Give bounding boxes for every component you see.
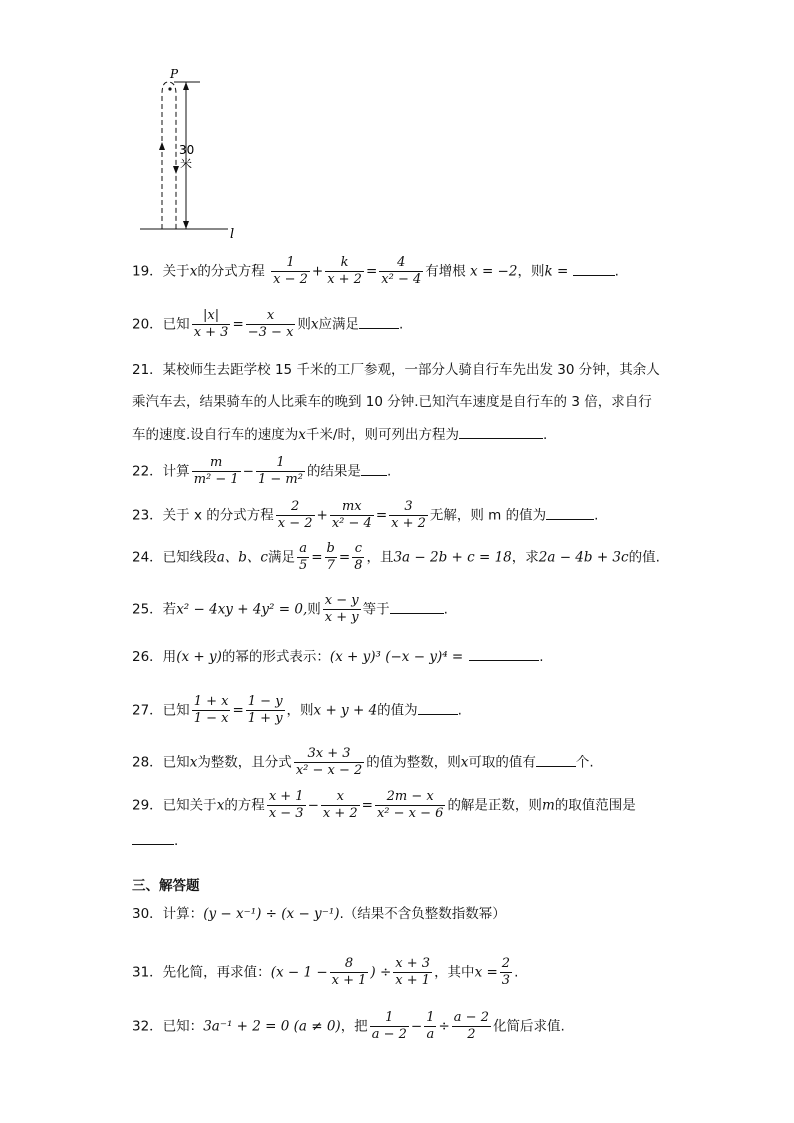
q20-var: x [310, 316, 319, 333]
q24-eq2: = [338, 549, 351, 566]
q20-frac2: $\frac{x}{-3 - x}$ [247, 308, 294, 340]
answer-blank-22[interactable] [361, 461, 387, 476]
q31-expr-a: (x − 1 − [270, 964, 328, 981]
q19-root: x = −2 [470, 263, 518, 280]
answer-blank-28[interactable] [536, 752, 576, 767]
q20-frac1: $\frac{|x|}{x + 3}$ [193, 308, 229, 340]
q19-tail: ，则 [517, 263, 545, 280]
q27-expr: x + y + 4 [313, 702, 378, 719]
question-30 [132, 904, 506, 924]
q25-then: 则 [307, 601, 321, 618]
question-23 [132, 499, 598, 532]
q24-expr2: 2a − 4b + 3c [538, 549, 629, 566]
q21-line1: 21．某校师生去距学校 15 千米的工厂参观，一部分人骑自行车先出发 30 分钟，其余人 [132, 362, 660, 378]
q19-eq: = [365, 263, 378, 280]
question-21-line1 [132, 360, 660, 380]
q27-end: . [457, 702, 462, 719]
question-29-line2 [132, 830, 178, 851]
q20-pre: 20．已知 [132, 316, 190, 333]
q31-pre: 31．先化简，再求值： [132, 964, 271, 981]
q22-frac1: $\frac{m}{\text{m² − 1}}$ [193, 455, 239, 487]
q24-pre: 24．已知线段 [132, 549, 217, 566]
q24-mid: 满足 [267, 549, 295, 566]
q24-expr1: 3a − 2b + c = 18 [393, 549, 512, 566]
q24-tail: ，求 [511, 549, 539, 566]
dashed-path [162, 82, 176, 229]
q32-mid: ，把 [340, 1018, 368, 1035]
q32-expr: 3a⁻¹ + 2 = 0 (a ≠ 0) [203, 1018, 341, 1035]
dim-arrow-bottom [183, 221, 189, 229]
q27-eq: = [232, 702, 244, 719]
down-arrow [173, 166, 179, 174]
dim-arrow-top [183, 82, 189, 90]
q19-pre: 19．关于 [132, 263, 190, 280]
q32-frac1: $\frac{1}{a - 2}$ [371, 1010, 407, 1042]
q19-op1: + [311, 263, 324, 280]
q24-end: 的值. [628, 549, 660, 566]
q29-tail: 的取值范围是 [554, 797, 636, 814]
q23-eq: = [375, 507, 388, 524]
q27-frac2: $\frac{1 - y}{1 + y}$ [247, 694, 283, 726]
q29-post: 的解是正数，则 [447, 797, 542, 814]
q32-frac3: $\frac{a - 2}{2}$ [453, 1010, 489, 1042]
q26-mid: 的幂的形式表示： [221, 649, 330, 665]
answer-blank-26[interactable] [469, 646, 539, 661]
q22-frac2: $\frac{1}{\text{1 − m²}}$ [257, 455, 303, 487]
q21-var: x [298, 427, 306, 443]
q28-end: 个. [575, 754, 594, 771]
q20-tail: 应满足 [318, 316, 360, 333]
answer-blank-21[interactable] [459, 424, 543, 439]
question-20 [132, 308, 403, 341]
answer-blank-25[interactable] [390, 599, 444, 614]
q29-frac3: $\frac{2m - x}{\text{x² − x − 6}}$ [376, 789, 444, 821]
q28-var: x [189, 754, 198, 771]
question-27 [132, 694, 462, 727]
q30-expr: (y − x⁻¹) ÷ (x − y⁻¹) [203, 906, 340, 922]
q31-end: . [514, 964, 519, 981]
q26-expr1: (x + y) [176, 649, 222, 665]
q23-frac2: $\frac{mx}{\text{x² − 4}}$ [331, 499, 372, 531]
point-p [168, 87, 171, 90]
q26-end: . [539, 649, 544, 665]
q24-cond: ，且 [366, 549, 394, 566]
up-arrow [159, 142, 165, 150]
q24-frac1: $\frac{a}{5}$ [298, 541, 308, 573]
q25-expr: x² − 4xy + 4y² = 0, [176, 601, 308, 618]
q29-mid: 的方程 [224, 797, 265, 814]
question-22 [132, 455, 391, 488]
q26-pre: 26．用 [132, 649, 177, 665]
q31-frac2: $\frac{x + 3}{x + 1}$ [395, 956, 431, 988]
question-32 [132, 1010, 565, 1043]
q29-end: . [174, 833, 179, 849]
q31-xeq: x = [474, 964, 498, 981]
label-unit: 米 [180, 157, 193, 171]
q31-expr-b: ) ÷ [370, 964, 392, 981]
q19-k: k = [544, 263, 569, 280]
question-21-line2 [132, 392, 652, 412]
q30-pre: 30．计算： [132, 906, 204, 922]
q26-expr2: (x + y)³ (−x − y)⁴ = [329, 649, 464, 665]
distance-figure [130, 62, 250, 246]
q22-pre: 22．计算 [132, 463, 190, 480]
question-28 [132, 746, 594, 779]
q23-op: + [316, 507, 328, 524]
q19-frac1: $\frac{1}{x - 2}$ [273, 255, 308, 287]
q30-post: .（结果不含负整数指数幂） [339, 906, 506, 922]
q28-var2: x [460, 754, 469, 771]
q28-frac: $\frac{3x + 3}{\text{x² − x − 2}}$ [295, 746, 363, 778]
q27-post: 的值为 [377, 702, 418, 719]
q19-frac2: $\frac{k}{x + 2}$ [327, 255, 362, 287]
q32-post: 化简后求值. [492, 1018, 565, 1035]
q28-post: 的值为整数，则 [366, 754, 461, 771]
q29-var2: m [541, 797, 555, 814]
q25-end: . [443, 601, 448, 618]
q32-op1: − [410, 1018, 423, 1035]
q20-post: 则 [297, 316, 311, 333]
q20-end: . [399, 316, 404, 333]
q19-var: x [189, 263, 198, 280]
answer-blank-20[interactable] [359, 314, 399, 329]
question-24 [132, 541, 660, 574]
q23-end: . [594, 507, 599, 524]
q22-op: − [242, 463, 254, 480]
question-21-line3 [132, 424, 547, 445]
q23-pre: 23．关于 x 的分式方程 [132, 507, 274, 524]
q19-mid: 的分式方程 [197, 263, 265, 280]
q21-line3a: 车的速度.设自行车的速度为 [132, 427, 299, 443]
q29-pre: 29．已知关于 [132, 797, 217, 814]
answer-blank-23[interactable] [546, 505, 594, 520]
q25-frac: $\frac{x - y}{x + y}$ [324, 593, 359, 625]
q19-frac3: $\frac{4}{\text{x² − 4}}$ [381, 255, 422, 287]
q24-eq1: = [311, 549, 323, 566]
q32-pre: 32．已知： [132, 1018, 204, 1035]
q31-post: ，其中 [434, 964, 475, 981]
q24-frac3: $\frac{c}{8}$ [354, 541, 363, 573]
q29-frac1: $\frac{x + 1}{x - 3}$ [268, 789, 304, 821]
q22-end: . [386, 463, 392, 480]
question-26 [132, 646, 544, 667]
figure-svg [130, 62, 250, 242]
answer-blank-19[interactable] [573, 261, 615, 276]
question-31 [132, 956, 518, 989]
answer-blank-27[interactable] [418, 700, 458, 715]
q31-frac3: $\frac{2}{3}$ [501, 956, 511, 988]
q23-frac1: $\frac{2}{x - 2}$ [277, 499, 313, 531]
q22-post: 的结果是 [306, 463, 361, 480]
q20-eq: = [232, 316, 244, 333]
label-distance: 30 [179, 143, 195, 157]
q27-frac1: $\frac{1 + x}{1 - x}$ [193, 694, 229, 726]
q21-line2: 乘汽车去，结果骑车的人比乘车的晚到 10 分钟.已知汽车速度是自行车的 3 倍，求自行 [132, 394, 652, 410]
q29-var: x [216, 797, 225, 814]
question-25 [132, 593, 448, 626]
question-29 [132, 789, 636, 822]
q32-op2: ÷ [438, 1018, 450, 1035]
q28-mid: 为整数，且分式 [197, 754, 292, 771]
q27-pre: 27．已知 [132, 702, 190, 719]
label-p: P [170, 67, 179, 81]
q27-mid: ，则 [286, 702, 314, 719]
q19-post: 有增根 [425, 263, 466, 280]
q29-op: − [307, 797, 319, 814]
q28-tail: 可取的值有 [468, 754, 536, 771]
q21-line3b: 千米/时，则可列出方程为 [305, 427, 459, 443]
q23-frac3: $\frac{3}{x + 2}$ [391, 499, 426, 531]
q24-frac2: $\frac{b}{7}$ [326, 541, 335, 573]
q31-frac1: $\frac{8}{x + 1}$ [331, 956, 367, 988]
q28-pre: 28．已知 [132, 754, 190, 771]
q29-eq: = [361, 797, 373, 814]
q21-end: . [542, 427, 548, 443]
answer-blank-29[interactable] [132, 830, 174, 845]
q25-pre: 25．若 [132, 601, 177, 618]
q25-post: 等于 [362, 601, 390, 618]
q32-frac2: $\frac{1}{a}$ [426, 1010, 435, 1042]
q24-vars: a、b、c [216, 549, 268, 566]
question-19 [132, 255, 619, 288]
label-l: l [230, 227, 235, 242]
q19-end: . [614, 263, 619, 280]
q29-frac2: $\frac{x}{x + 2}$ [322, 789, 358, 821]
section-heading: 三、解答题 [132, 878, 200, 894]
q23-post: 无解，则 m 的值为 [429, 507, 547, 524]
